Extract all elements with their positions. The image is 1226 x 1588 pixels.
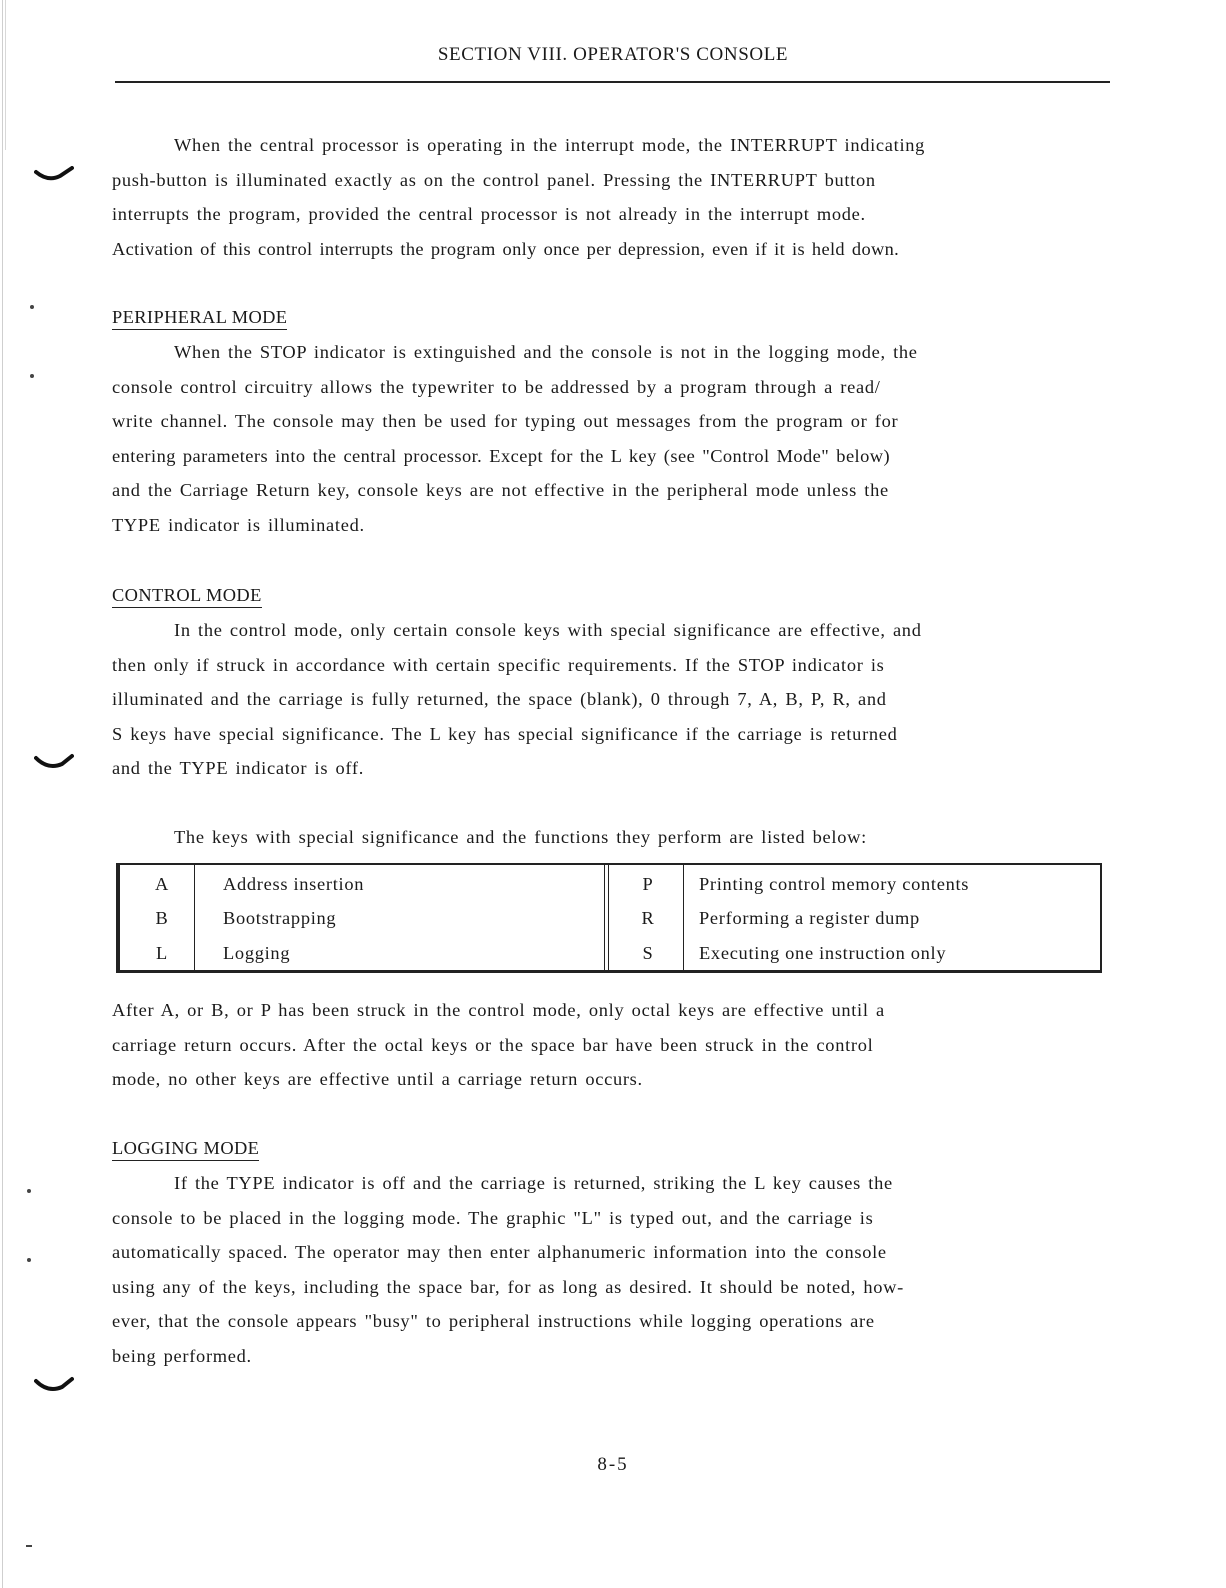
text-line: using any of the keys, including the space bar, for as long as desired. It should be noted, how- bbox=[112, 1276, 904, 1297]
intro-paragraph bbox=[112, 128, 925, 266]
key-function: Executing one instruction only bbox=[699, 943, 947, 963]
text-line: illuminated and the carriage is fully returned, the space (blank), 0 through 7, A, B, P, R, and bbox=[112, 689, 887, 710]
peripheral-mode-paragraph bbox=[112, 335, 918, 543]
scan-edge bbox=[5, 0, 6, 150]
check-mark-icon bbox=[34, 1375, 74, 1397]
control-mode-heading: CONTROL MODE bbox=[112, 584, 262, 608]
peripheral-mode-heading: PERIPHERAL MODE bbox=[112, 306, 287, 330]
speck bbox=[26, 1545, 32, 1547]
text-line: When the STOP indicator is extinguished and the console is not in the logging mode, the bbox=[174, 342, 918, 362]
key-letter: P bbox=[642, 874, 654, 894]
text-line: console control circuitry allows the typewriter to be addressed by a program through a read/ bbox=[112, 376, 881, 397]
logging-mode-heading: LOGGING MODE bbox=[112, 1137, 259, 1161]
logging-mode-paragraph bbox=[112, 1166, 904, 1374]
key-letter: S bbox=[642, 943, 654, 963]
text-line: interrupts the program, provided the central processor is not already in the interrupt mode. bbox=[112, 204, 866, 225]
check-mark-icon bbox=[34, 166, 74, 186]
table-divider bbox=[194, 865, 195, 970]
speck bbox=[30, 305, 34, 309]
text-line: write channel. The console may then be used for typing out messages from the program or for bbox=[112, 411, 899, 432]
text-line: entering parameters into the central processor. Except for the L key (see "Control Mode" below) bbox=[112, 445, 891, 466]
key-letter: B bbox=[155, 908, 169, 928]
text-line: Activation of this control interrupts the program only once per depression, even if it is held down. bbox=[112, 238, 900, 259]
text-line: The keys with special significance and the functions they perform are listed below: bbox=[174, 827, 867, 847]
speck bbox=[30, 374, 34, 378]
page-number: 8-5 bbox=[597, 1454, 629, 1475]
text-line: then only if struck in accordance with certain specific requirements. If the STOP indicator is bbox=[112, 654, 885, 675]
after-table-paragraph bbox=[112, 993, 885, 1097]
text-line: When the central processor is operating in the interrupt mode, the INTERRUPT indicating bbox=[174, 135, 926, 155]
text-line: ever, that the console appears "busy" to peripheral instructions while logging operations are bbox=[112, 1311, 875, 1332]
text-line: If the TYPE indicator is off and the carriage is returned, striking the L key causes the bbox=[174, 1173, 893, 1193]
special-keys-table bbox=[116, 863, 1102, 973]
key-function: Printing control memory contents bbox=[699, 874, 970, 894]
text-line: carriage return occurs. After the octal keys or the space bar have been struck in the control bbox=[112, 1034, 874, 1055]
text-line: After A, or B, or P has been struck in the control mode, only octal keys are effective until a bbox=[112, 1000, 885, 1020]
text-line: being performed. bbox=[112, 1345, 252, 1366]
key-function: Logging bbox=[223, 943, 291, 963]
text-line: and the TYPE indicator is off. bbox=[112, 758, 364, 779]
key-letter: L bbox=[156, 943, 168, 963]
key-function: Performing a register dump bbox=[699, 908, 920, 928]
text-line: In the control mode, only certain console keys with special significance are effective, and bbox=[174, 620, 922, 640]
key-letter: A bbox=[155, 874, 169, 894]
table-intro bbox=[112, 820, 867, 855]
check-mark-icon bbox=[34, 752, 74, 774]
section-header: SECTION VIII. OPERATOR'S CONSOLE bbox=[437, 44, 789, 65]
speck bbox=[27, 1189, 31, 1193]
table-divider bbox=[604, 865, 605, 970]
control-mode-paragraph bbox=[112, 613, 922, 786]
text-line: TYPE indicator is illuminated. bbox=[112, 514, 365, 535]
scan-edge bbox=[2, 0, 3, 1588]
key-letter: R bbox=[641, 908, 655, 928]
text-line: console to be placed in the logging mode. The graphic "L" is typed out, and the carriage is bbox=[112, 1207, 874, 1228]
key-function: Bootstrapping bbox=[223, 908, 337, 928]
text-line: push-button is illuminated exactly as on the control panel. Pressing the INTERRUPT button bbox=[112, 169, 876, 190]
text-line: automatically spaced. The operator may then enter alphanumeric information into the console bbox=[112, 1242, 887, 1263]
key-function: Address insertion bbox=[223, 874, 365, 894]
text-line: and the Carriage Return key, console keys are not effective in the peripheral mode unless the bbox=[112, 480, 889, 501]
text-line: mode, no other keys are effective until a carriage return occurs. bbox=[112, 1069, 643, 1090]
table-divider bbox=[608, 865, 609, 970]
text-line: S keys have special significance. The L key has special significance if the carriage is returned bbox=[112, 723, 898, 744]
table-divider bbox=[683, 865, 684, 970]
speck bbox=[27, 1258, 31, 1262]
header-rule bbox=[115, 81, 1110, 83]
